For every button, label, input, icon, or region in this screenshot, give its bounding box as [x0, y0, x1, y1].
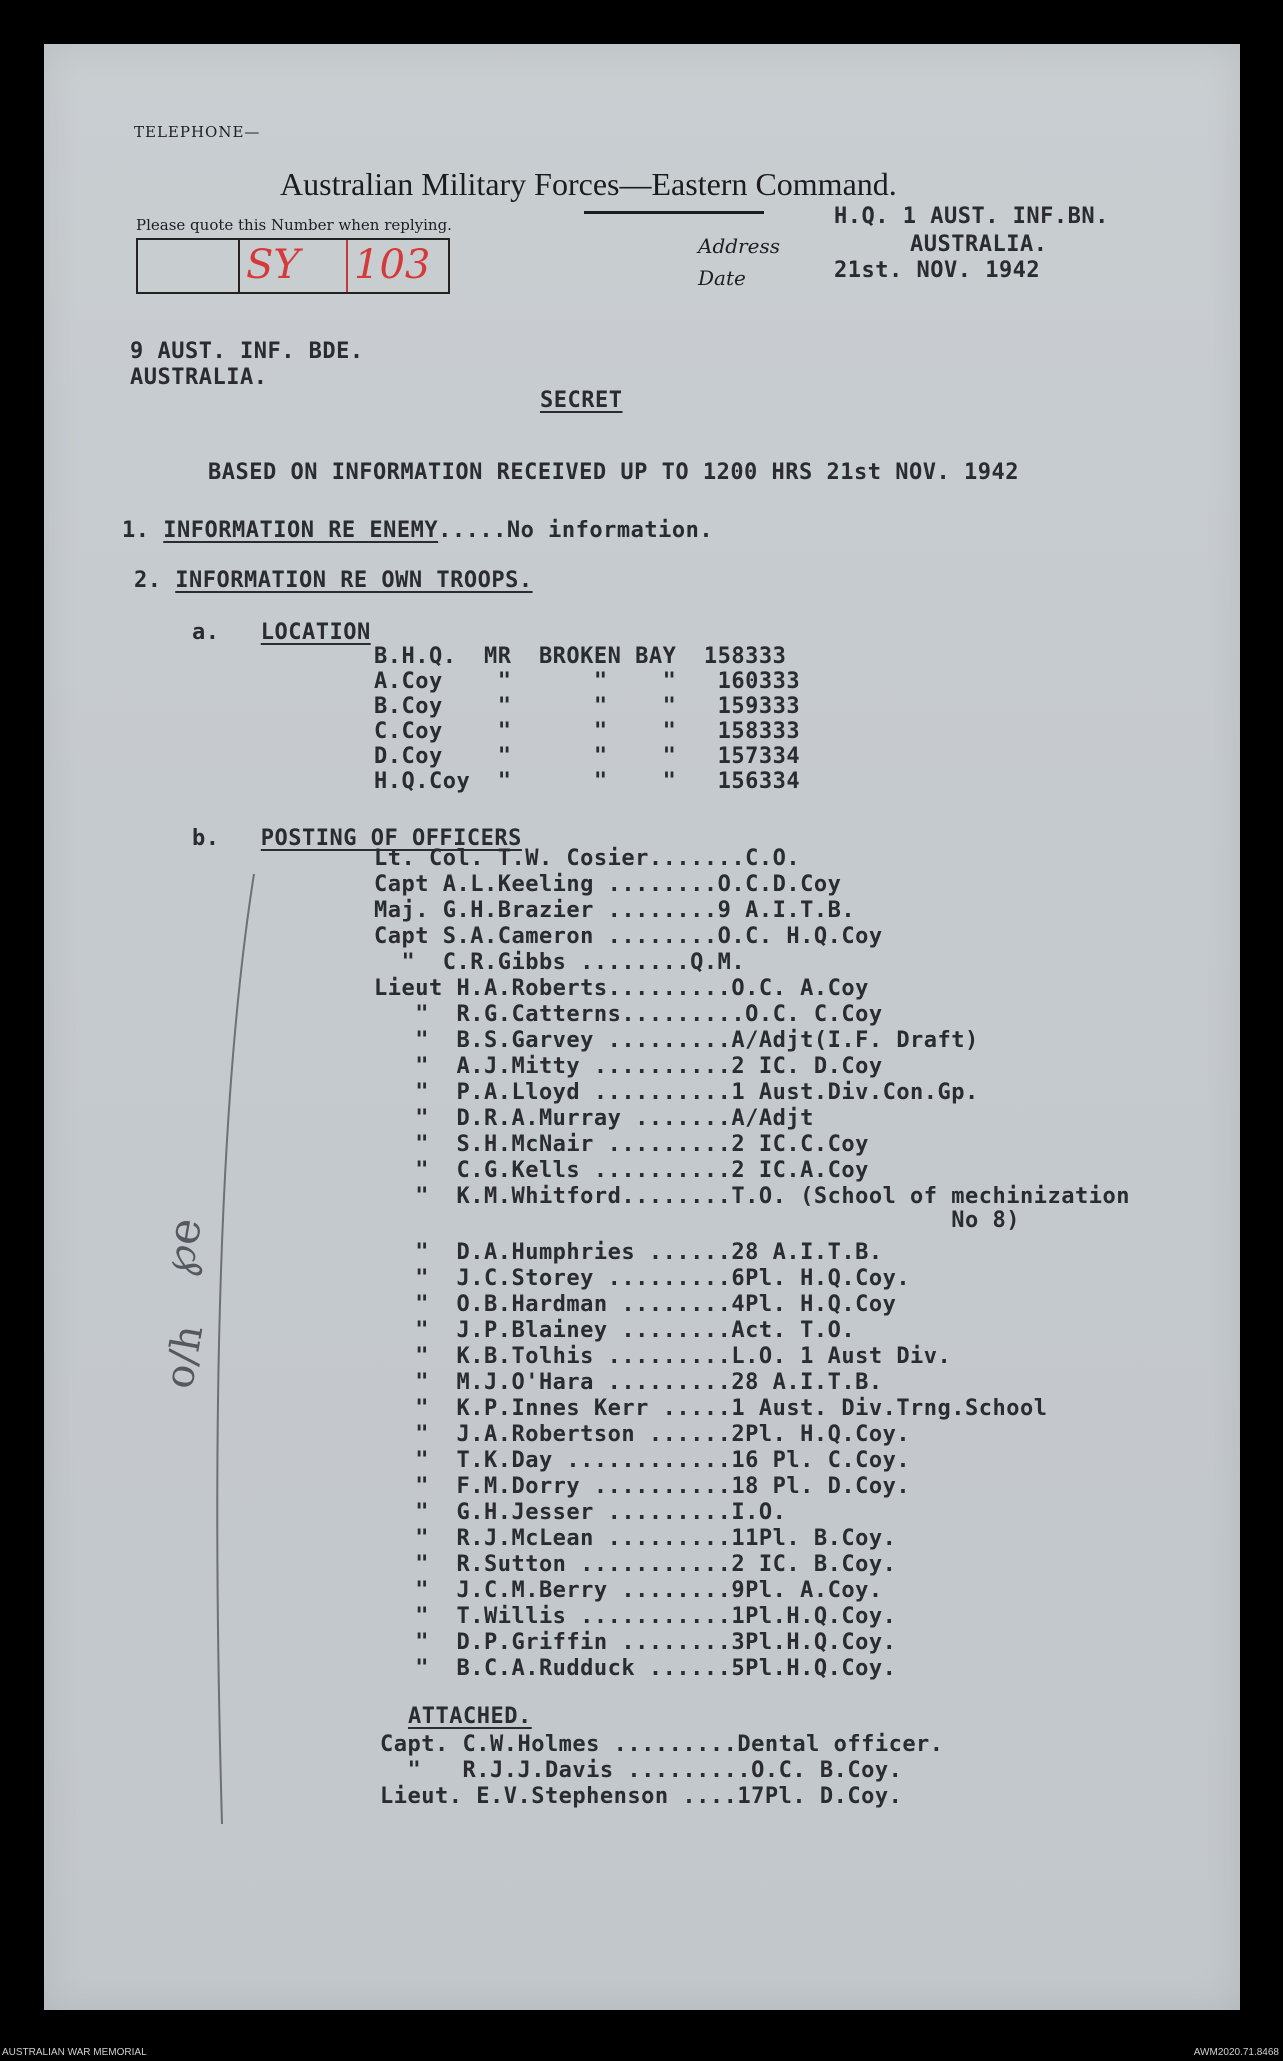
letter-date: 21st. NOV. 1942 [834, 258, 1041, 283]
attached-row: Lieut. E.V.Stephenson ....17Pl. D.Coy. [380, 1784, 903, 1809]
address-line-1: H.Q. 1 AUST. INF.BN. [834, 204, 1109, 229]
date-label: Date [698, 266, 746, 290]
officer-row: " S.H.McNair .........2 IC.C.Coy [374, 1132, 869, 1157]
margin-pencil-line [204, 864, 264, 1844]
officer-row: Capt A.L.Keeling ........O.C.D.Coy [374, 872, 842, 897]
officer-row: " D.R.A.Murray .......A/Adjt [374, 1106, 814, 1131]
posting-label: b. [192, 826, 220, 851]
officer-row: Lieut H.A.Roberts.........O.C. A.Coy [374, 976, 869, 1001]
telephone-label: TELEPHONE— [134, 123, 261, 141]
officer-row: " A.J.Mitty ..........2 IC. D.Coy [374, 1054, 883, 1079]
ref-box-divider [238, 240, 240, 292]
ref-box-divider [346, 240, 348, 292]
attached-row: Capt. C.W.Holmes .........Dental officer. [380, 1732, 944, 1757]
officer-row: " T.Willis ...........1Pl.H.Q.Coy. [374, 1604, 897, 1629]
location-row: D.Coy " " " 157334 [374, 744, 801, 769]
address-label: Address [698, 234, 780, 258]
officer-row: " J.C.Storey .........6Pl. H.Q.Coy. [374, 1266, 911, 1291]
officer-row: " T.K.Day ............16 Pl. C.Coy. [374, 1448, 911, 1473]
footer-credit: AUSTRALIAN WAR MEMORIAL [2, 2047, 147, 2058]
officer-row-continuation: No 8) [374, 1208, 1021, 1233]
officer-row: " B.S.Garvey .........A/Adjt(I.F. Draft) [374, 1028, 979, 1053]
section-2 [134, 568, 533, 593]
officer-row: " D.A.Humphries ......28 A.I.T.B. [374, 1240, 883, 1265]
officer-row: Capt S.A.Cameron ........O.C. H.Q.Coy [374, 924, 883, 949]
officer-row: " J.A.Robertson ......2Pl. H.Q.Coy. [374, 1422, 911, 1447]
officer-row: " R.Sutton ...........2 IC. B.Coy. [374, 1552, 897, 1577]
section-2-heading: INFORMATION RE OWN TROOPS. [175, 568, 533, 593]
footer-accession: AWM2020.71.8468 [1193, 2047, 1279, 2058]
officer-row: " F.M.Dorry ..........18 Pl. D.Coy. [374, 1474, 911, 1499]
officer-row: Lt. Col. T.W. Cosier.......C.O. [374, 846, 801, 871]
quote-number-label: Please quote this Number when replying. [136, 216, 452, 234]
officer-row: " K.M.Whitford........T.O. (School of mechinization [374, 1184, 1130, 1209]
section-1-heading: INFORMATION RE ENEMY [163, 518, 439, 543]
section-2-number: 2. [134, 568, 162, 593]
officer-row: " K.P.Innes Kerr .....1 Aust. Div.Trng.School [374, 1396, 1048, 1421]
officer-row: " D.P.Griffin ........3Pl.H.Q.Coy. [374, 1630, 897, 1655]
margin-note-oh: o/h [156, 1321, 213, 1392]
officer-row: " B.C.A.Rudduck ......5Pl.H.Q.Coy. [374, 1656, 897, 1681]
location-row: C.Coy " " " 158333 [374, 719, 801, 744]
officer-row: " C.G.Kells ..........2 IC.A.Coy [374, 1158, 869, 1183]
document-page [44, 44, 1240, 2010]
margin-note-initials: ℘e [152, 1214, 213, 1279]
location-heading [192, 620, 371, 645]
location-row: B.Coy " " " 159333 [374, 694, 801, 719]
attached-heading: ATTACHED. [408, 1704, 532, 1729]
basis-line: BASED ON INFORMATION RECEIVED UP TO 1200 HRS 21st NOV. 1942 [208, 460, 1019, 485]
officer-row: " O.B.Hardman ........4Pl. H.Q.Coy [374, 1292, 897, 1317]
section-1-text: .....No information. [438, 518, 714, 543]
reference-number: 103 [354, 242, 431, 288]
officer-row: " J.P.Blainey ........Act. T.O. [374, 1318, 856, 1343]
officer-row: " G.H.Jesser .........I.O. [374, 1500, 787, 1525]
address-line-2: AUSTRALIA. [910, 232, 1048, 257]
location-title: LOCATION [260, 620, 371, 645]
posting-title: POSTING OF OFFICERS [260, 826, 522, 851]
officer-row: " P.A.Lloyd ..........1 Aust.Div.Con.Gp. [374, 1080, 979, 1105]
officer-row: Maj. G.H.Brazier ........9 A.I.T.B. [374, 898, 856, 923]
location-row: H.Q.Coy " " " 156334 [374, 769, 801, 794]
location-label: a. [192, 620, 220, 645]
officer-row: " R.G.Catterns.........O.C. C.Coy [374, 1002, 883, 1027]
letterhead-title: Australian Military Forces—Eastern Command. [280, 166, 897, 202]
location-row: A.Coy " " " 160333 [374, 669, 801, 694]
reference-prefix: SY [246, 242, 300, 288]
section-1-number: 1. [122, 518, 150, 543]
classification-heading: SECRET [540, 388, 623, 413]
reference-number-box [136, 238, 450, 294]
officer-row: " J.C.M.Berry ........9Pl. A.Coy. [374, 1578, 883, 1603]
letterhead-rule [584, 211, 764, 214]
officer-row: " R.J.McLean .........11Pl. B.Coy. [374, 1526, 897, 1551]
recipient-line-2: AUSTRALIA. [130, 365, 268, 390]
officer-row: " C.R.Gibbs ........Q.M. [374, 950, 746, 975]
recipient-line-1: 9 AUST. INF. BDE. [130, 339, 364, 364]
attached-row: " R.J.J.Davis .........O.C. B.Coy. [380, 1758, 903, 1783]
location-row: B.H.Q. MR BROKEN BAY 158333 [374, 644, 787, 669]
section-1 [122, 518, 713, 543]
officer-row: " K.B.Tolhis .........L.O. 1 Aust Div. [374, 1344, 952, 1369]
officer-row: " M.J.O'Hara .........28 A.I.T.B. [374, 1370, 883, 1395]
